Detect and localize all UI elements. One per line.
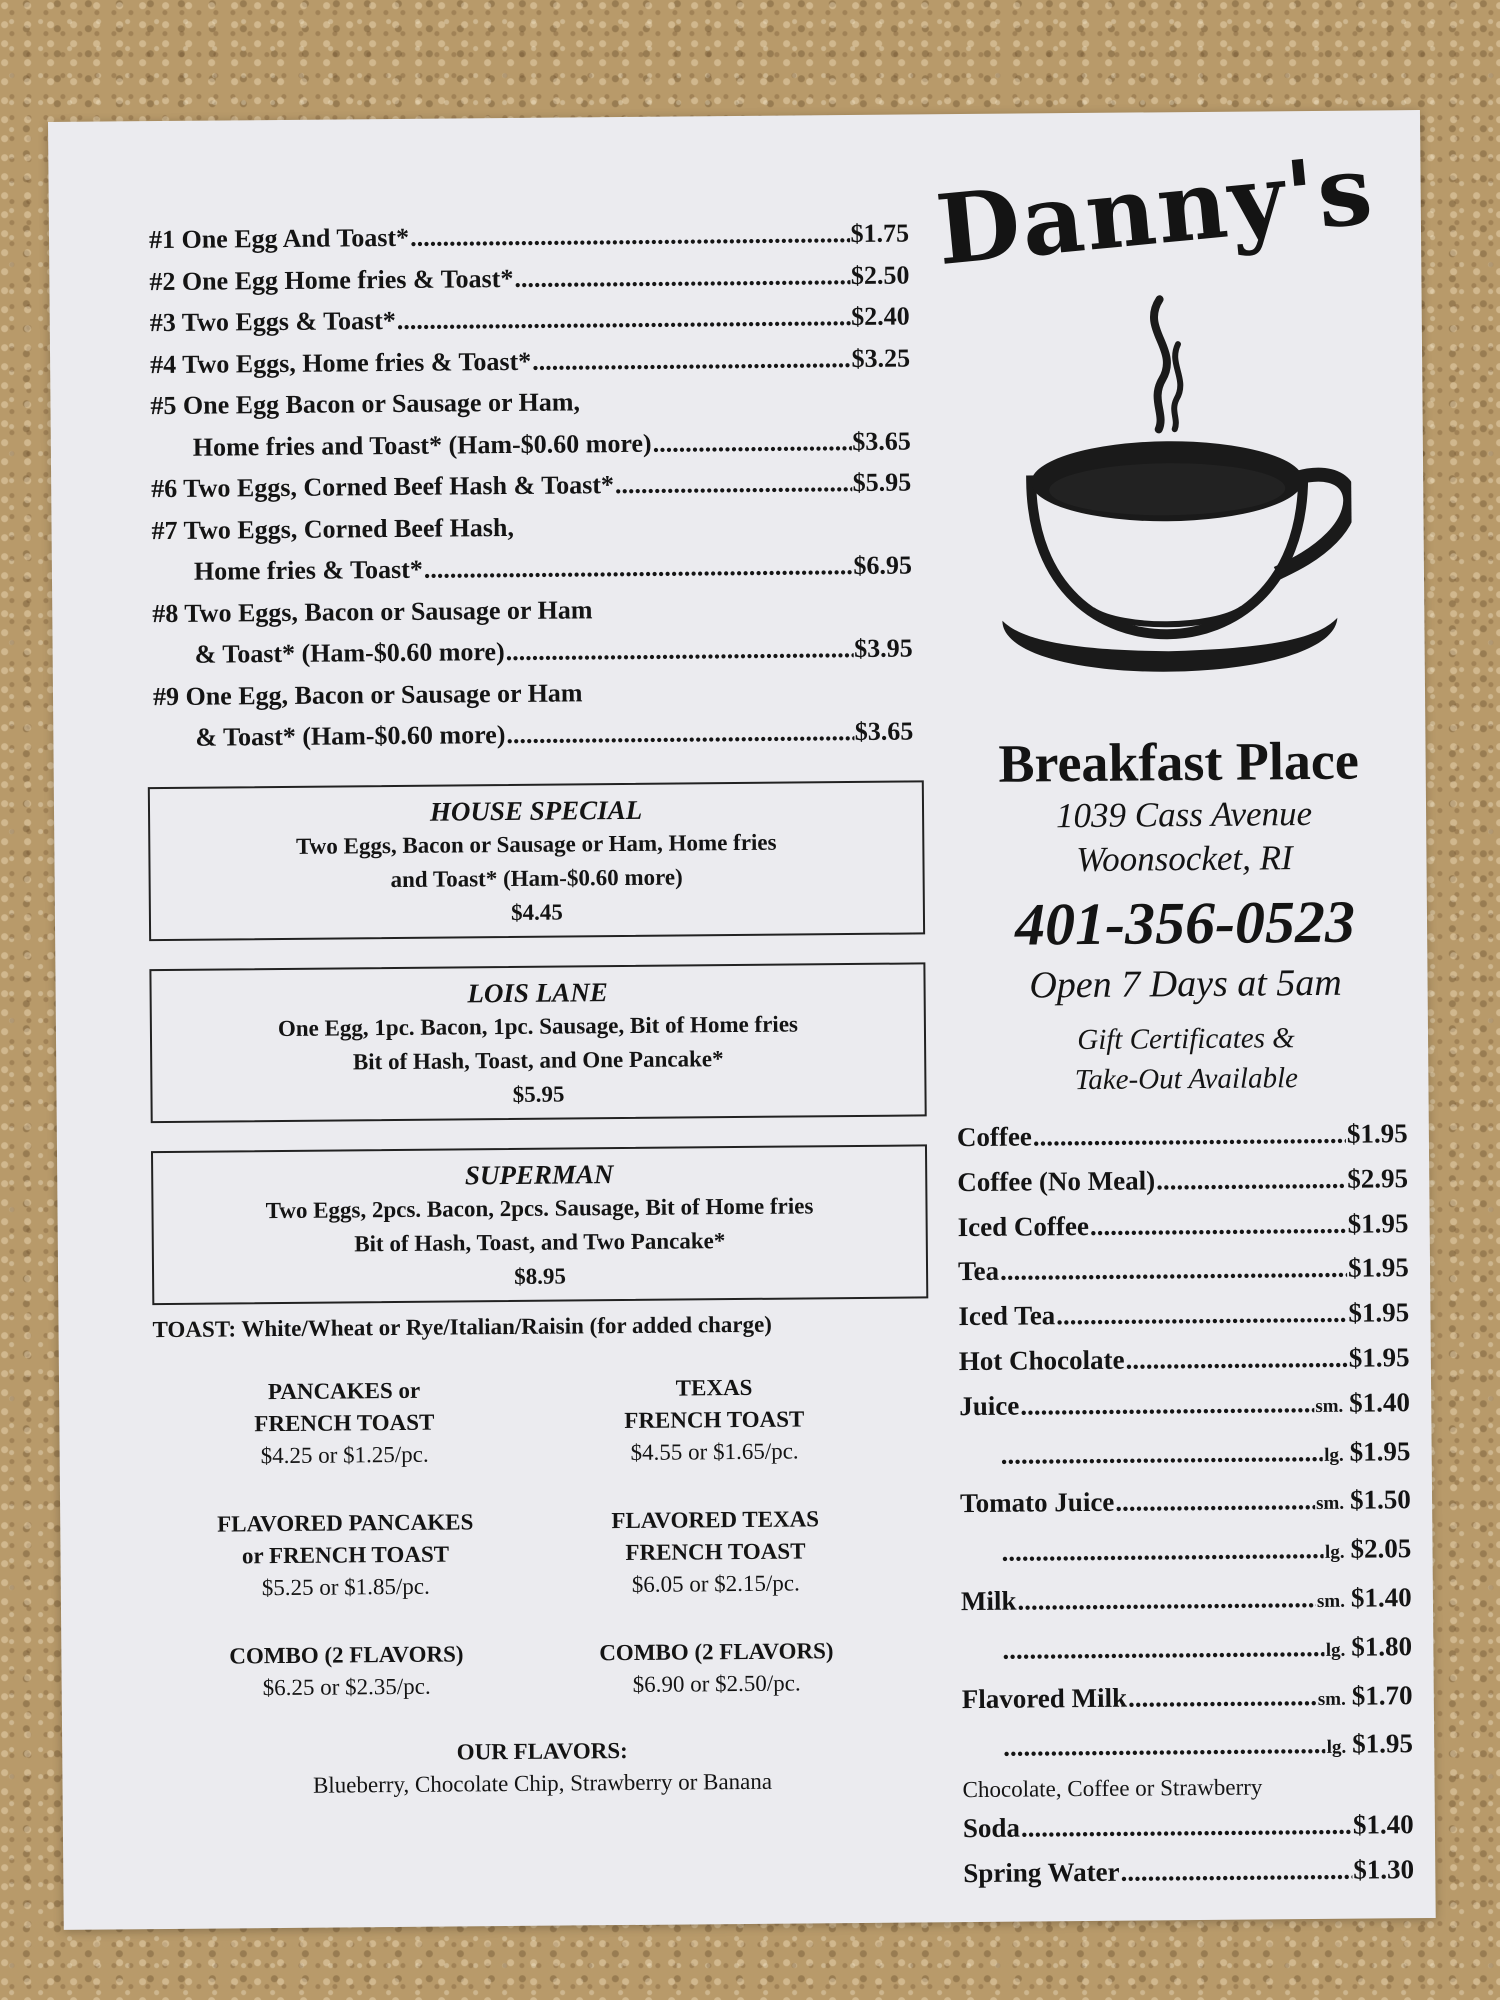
drink-price: $1.80 xyxy=(1351,1630,1413,1662)
flavored-milk-note: Chocolate, Coffee or Strawberry xyxy=(962,1774,1263,1803)
drink-name: Milk xyxy=(960,1585,1017,1617)
pancake-title: COMBO (2 FLAVORS) xyxy=(599,1637,834,1665)
dot-leader xyxy=(506,711,854,756)
menu-item-name: #1 One Egg And Toast* xyxy=(148,222,410,255)
menu-item-line xyxy=(151,503,911,551)
menu-item-name: Home fries and Toast* (Ham-$0.60 more) xyxy=(192,428,652,462)
menu-item-line xyxy=(150,337,910,385)
menu-item-line xyxy=(149,212,909,260)
special-title: LOIS LANE xyxy=(467,976,608,1008)
pancake-title: FLAVORED TEXAS xyxy=(611,1505,820,1533)
drink-row xyxy=(963,1847,1423,1896)
dot-leader xyxy=(1156,1157,1346,1203)
dot-leader xyxy=(1056,1291,1348,1338)
flavors-list: Blueberry, Chocolate Chip, Strawberry or Banana xyxy=(312,1768,773,1798)
drink-price: $1.95 xyxy=(1346,1118,1408,1149)
dot-leader xyxy=(1001,1527,1324,1575)
address-line-1: 1039 Cass Avenue xyxy=(1055,793,1313,836)
menu-item-name: #2 One Egg Home fries & Toast* xyxy=(149,263,514,296)
drink-row xyxy=(961,1575,1421,1628)
menu-item-name: #6 Two Eggs, Corned Beef Hash & Toast* xyxy=(151,470,615,504)
dot-leader xyxy=(1002,1625,1325,1673)
dot-leader xyxy=(532,338,851,382)
drink-row xyxy=(960,1477,1420,1530)
dot-leader xyxy=(514,255,850,299)
drink-price: $1.95 xyxy=(1347,1207,1409,1239)
brand-logo: Danny's xyxy=(931,132,1379,287)
menu-item-name: #3 Two Eggs & Toast* xyxy=(149,305,396,338)
menu-item xyxy=(150,378,911,468)
pancake-price: $6.90 or $2.50/pc. xyxy=(632,1669,801,1697)
drink-row xyxy=(962,1721,1422,1774)
special-price: $5.95 xyxy=(512,1081,565,1107)
special-price: $4.45 xyxy=(510,899,563,925)
menu-item-price: $2.50 xyxy=(850,259,910,290)
drink-price: $2.95 xyxy=(1347,1162,1409,1194)
drink-row xyxy=(958,1290,1418,1339)
drink-row xyxy=(963,1802,1423,1851)
menu-item xyxy=(151,461,911,509)
pancake-title: FRENCH TOAST xyxy=(625,1537,806,1565)
drink-price: $1.30 xyxy=(1353,1854,1415,1885)
pancake-price: $6.25 or $2.35/pc. xyxy=(262,1673,431,1700)
pancake-option xyxy=(159,1373,530,1472)
drink-row xyxy=(959,1335,1419,1384)
gift-line-2: Take-Out Available xyxy=(1074,1062,1299,1097)
brand-column xyxy=(918,132,1453,1896)
special-box xyxy=(151,1144,928,1305)
menu-item-name: & Toast* (Ham-$0.60 more) xyxy=(194,637,505,669)
dot-leader xyxy=(1120,1848,1352,1895)
drink-price: $1.70 xyxy=(1351,1679,1413,1711)
address-line-2: Woonsocket, RI xyxy=(1076,838,1293,880)
opening-hours: Open 7 Days at 5am xyxy=(1029,961,1342,1007)
special-box xyxy=(148,780,925,941)
pancake-title: TEXAS xyxy=(675,1374,753,1401)
drinks-group-2 xyxy=(963,1802,1424,1896)
menu-item xyxy=(149,254,909,302)
drink-size: sm. xyxy=(1315,1395,1344,1417)
drinks-list xyxy=(957,1111,1424,1896)
flavors-section xyxy=(162,1732,923,1803)
menu-item-line xyxy=(152,544,912,592)
menu-item-line xyxy=(151,461,911,509)
drink-row xyxy=(957,1111,1417,1160)
menu-item-line xyxy=(153,669,913,717)
menu-item xyxy=(150,337,910,385)
drink-name: Flavored Milk xyxy=(961,1682,1128,1714)
menu-item-line xyxy=(153,710,913,758)
drink-row xyxy=(958,1245,1418,1294)
menu-item-line xyxy=(152,627,912,675)
drink-size: sm. xyxy=(1317,1688,1346,1710)
menu-item xyxy=(152,586,913,676)
menu-item-line xyxy=(152,586,912,634)
pancake-title: COMBO (2 FLAVORS) xyxy=(229,1640,464,1668)
menu-item-name: #8 Two Eggs, Bacon or Sausage or Ham xyxy=(152,594,593,628)
menu-item xyxy=(150,295,910,343)
drink-size: lg. xyxy=(1324,1541,1345,1564)
pancake-title: FRENCH TOAST xyxy=(624,1405,805,1433)
flavors-title: OUR FLAVORS: xyxy=(456,1737,628,1764)
drink-row xyxy=(957,1201,1417,1250)
pancake-price: $4.25 or $1.25/pc. xyxy=(260,1441,429,1468)
menu-item-price: $6.95 xyxy=(853,550,913,580)
pancake-grid xyxy=(159,1370,922,1705)
drink-size: lg. xyxy=(1325,1639,1346,1661)
drink-price: $1.40 xyxy=(1352,1809,1414,1840)
menu-item-name: #5 One Egg Bacon or Sausage or Ham, xyxy=(150,387,581,421)
menu-item-price: $5.95 xyxy=(852,467,912,497)
phone-number: 401-356-0523 xyxy=(1014,888,1356,958)
special-title: SUPERMAN xyxy=(464,1158,614,1190)
dot-leader xyxy=(506,628,854,673)
dot-leader xyxy=(1017,1576,1316,1623)
drink-row xyxy=(957,1156,1417,1205)
drink-name: Hot Chocolate xyxy=(958,1344,1125,1377)
special-desc: and Toast* (Ham-$0.60 more) xyxy=(390,863,683,892)
dot-leader xyxy=(397,296,851,341)
drink-size: lg. xyxy=(1324,1444,1344,1466)
drink-price: $1.95 xyxy=(1348,1342,1410,1373)
drink-price: $1.95 xyxy=(1349,1435,1411,1467)
menu-item xyxy=(153,669,914,759)
restaurant-subtitle: Breakfast Place xyxy=(998,730,1360,794)
dot-leader xyxy=(615,462,852,506)
drink-price: $1.50 xyxy=(1349,1484,1411,1516)
gift-certificates-note xyxy=(926,1017,1447,1102)
menu-item-line xyxy=(151,420,911,468)
drink-row xyxy=(959,1380,1419,1433)
dot-leader xyxy=(410,213,850,258)
menu-item xyxy=(151,503,912,593)
drink-price: $1.95 xyxy=(1347,1252,1409,1284)
menu-item-price: $3.65 xyxy=(854,716,914,746)
coffee-cup-icon xyxy=(990,288,1354,711)
gift-line-1: Gift Certificates & xyxy=(1077,1022,1295,1057)
drink-name: Soda xyxy=(962,1812,1021,1844)
breakfast-column xyxy=(149,212,923,1802)
dot-leader xyxy=(652,421,851,464)
special-desc: Bit of Hash, Toast, and One Pancake* xyxy=(352,1045,724,1074)
pancake-title: PANCAKES or xyxy=(267,1377,421,1404)
pancake-title: or FRENCH TOAST xyxy=(241,1541,450,1568)
special-desc: Bit of Hash, Toast, and Two Pancake* xyxy=(354,1227,726,1256)
drink-name: Coffee xyxy=(956,1121,1032,1153)
menu-item-line xyxy=(149,254,909,302)
pancake-option xyxy=(529,1370,900,1469)
dot-leader xyxy=(1003,1722,1326,1770)
special-desc: Two Eggs, 2pcs. Bacon, 2pcs. Sausage, Bit of Home fries xyxy=(265,1192,814,1223)
menu-item-price: $1.75 xyxy=(850,218,910,249)
specials-list xyxy=(154,780,918,1305)
menu-sheet xyxy=(48,110,1436,1930)
pancake-option xyxy=(161,1637,532,1704)
pancake-price: $4.55 or $1.65/pc. xyxy=(630,1438,799,1465)
drink-row xyxy=(962,1673,1422,1726)
special-box xyxy=(149,962,926,1123)
dot-leader xyxy=(1090,1201,1347,1248)
drink-row xyxy=(960,1526,1420,1579)
special-title: HOUSE SPECIAL xyxy=(429,794,643,827)
menu-item-line xyxy=(150,295,910,343)
pancake-option xyxy=(531,1634,902,1701)
dot-leader xyxy=(424,545,853,590)
dot-leader xyxy=(1128,1674,1317,1720)
menu-item-name: Home fries & Toast* xyxy=(193,554,423,586)
drink-row xyxy=(959,1429,1419,1482)
drink-name: Iced Coffee xyxy=(957,1210,1090,1242)
pancake-title: FRENCH TOAST xyxy=(254,1409,435,1436)
menu-item-name: #9 One Egg, Bacon or Sausage or Ham xyxy=(152,677,583,711)
dot-leader xyxy=(1033,1112,1346,1160)
drink-price: $1.95 xyxy=(1348,1297,1410,1328)
dot-leader xyxy=(1125,1336,1348,1383)
special-desc: One Egg, 1pc. Bacon, 1pc. Sausage, Bit of Home fries xyxy=(277,1010,799,1041)
drink-size: lg. xyxy=(1326,1737,1347,1759)
drink-name: Spring Water xyxy=(963,1856,1120,1889)
menu-item-name: #7 Two Eggs, Corned Beef Hash, xyxy=(151,512,515,545)
pancake-price: $5.25 or $1.85/pc. xyxy=(261,1573,430,1600)
pancake-title: FLAVORED PANCAKES xyxy=(217,1508,474,1537)
toast-options: TOAST: White/Wheat or Rye/Italian/Raisin (for added charge) xyxy=(152,1311,772,1342)
drink-size: sm. xyxy=(1316,1493,1345,1515)
dot-leader xyxy=(1000,1430,1323,1478)
drinks-group xyxy=(957,1111,1423,1774)
dot-leader xyxy=(1000,1246,1347,1294)
special-price: $8.95 xyxy=(514,1263,567,1289)
menu-item-price: $2.40 xyxy=(851,301,910,331)
dot-leader xyxy=(1115,1478,1315,1525)
menu-item-line xyxy=(150,378,910,426)
drink-price: $1.95 xyxy=(1352,1728,1414,1760)
drink-name: Tea xyxy=(957,1256,1000,1287)
drink-size: sm. xyxy=(1316,1590,1346,1612)
drink-price: $2.05 xyxy=(1350,1533,1412,1564)
numbered-items-list xyxy=(149,212,914,758)
menu-item-price: $3.25 xyxy=(851,342,911,373)
menu-item-name: & Toast* (Ham-$0.60 more) xyxy=(195,720,506,752)
drink-price: $1.40 xyxy=(1349,1386,1411,1418)
menu-item-name: #4 Two Eggs, Home fries & Toast* xyxy=(149,346,532,379)
drink-name: Tomato Juice xyxy=(959,1487,1115,1519)
special-desc: Two Eggs, Bacon or Sausage or Ham, Home fries xyxy=(295,829,777,859)
pancake-option xyxy=(530,1502,901,1601)
drink-price: $1.40 xyxy=(1350,1582,1412,1613)
menu-item-price: $3.65 xyxy=(852,425,911,456)
dot-leader xyxy=(1021,1803,1352,1851)
drink-name: Iced Tea xyxy=(958,1300,1056,1332)
pancake-option xyxy=(160,1505,531,1604)
menu-item-price: $3.95 xyxy=(853,633,913,663)
drink-row xyxy=(961,1624,1421,1677)
pancake-price: $6.05 or $2.15/pc. xyxy=(631,1569,800,1597)
drink-name: Coffee (No Meal) xyxy=(957,1165,1156,1197)
dot-leader xyxy=(1020,1381,1314,1428)
menu-item xyxy=(149,212,909,260)
drink-name: Juice xyxy=(959,1390,1020,1421)
